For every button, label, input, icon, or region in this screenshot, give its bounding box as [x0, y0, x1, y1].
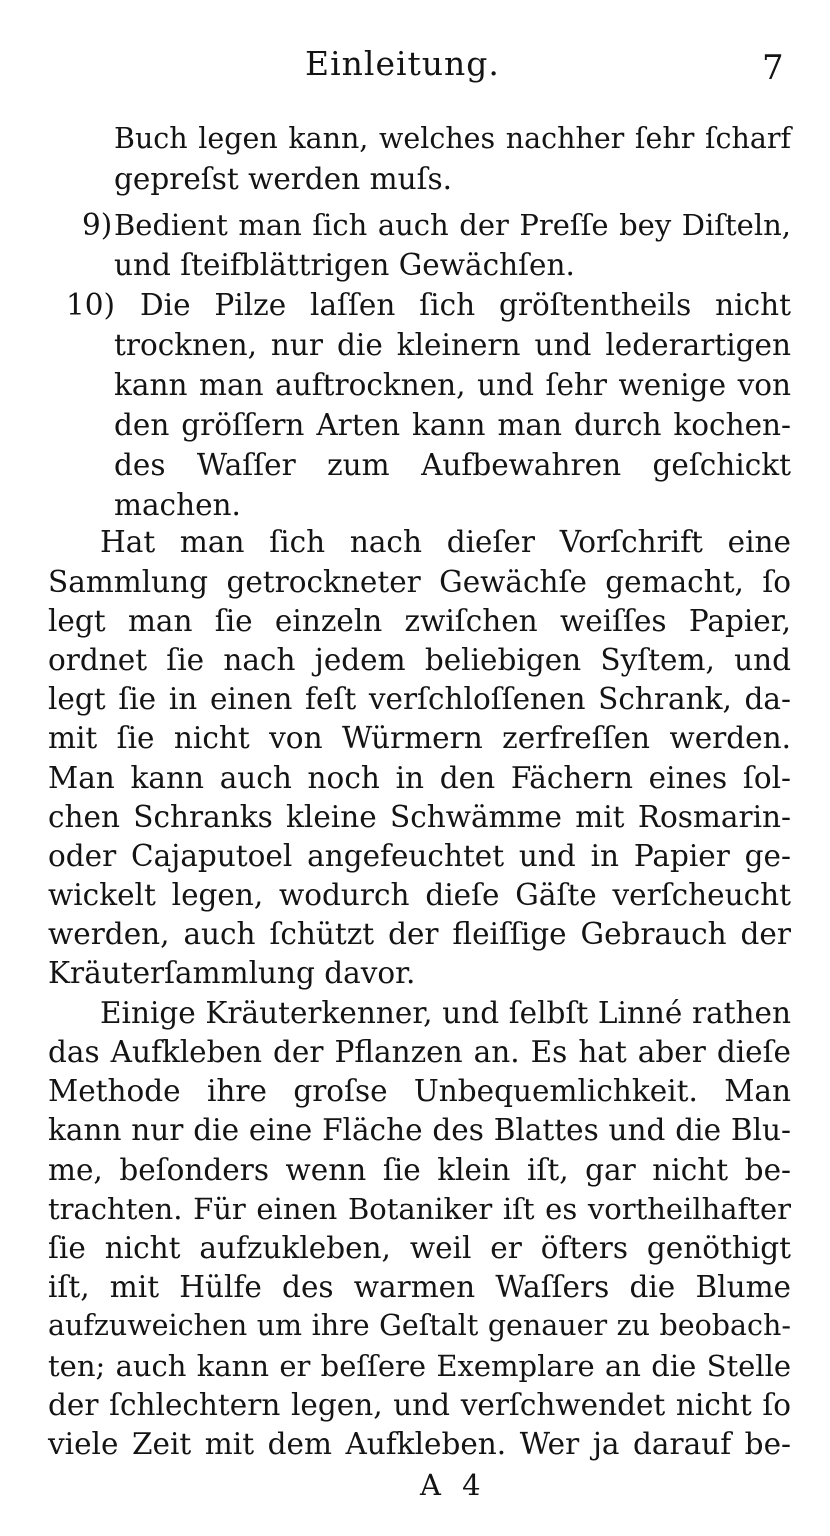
paragraph-line: der ſchlechtern legen, und verſchwendet nicht ſo	[48, 1388, 791, 1422]
running-head	[0, 44, 830, 88]
paragraph-line: das Aufkleben der Pflanzen an. Es hat aber dieſe	[48, 1035, 791, 1069]
paragraph-line: oder Cajaputoel angefeuchtet und in Papier ge-	[48, 839, 791, 873]
paragraph-line: mit ſie nicht von Würmern zerfreſſen werden.	[48, 721, 791, 755]
list-item-line: kann man auftrocknen, und ſehr wenige von	[114, 368, 791, 402]
list-item-line: Bedient man ſich auch der Preſſe bey Diſteln,	[114, 208, 791, 242]
paragraph-line: werden, auch ſchützt der fleiſſige Gebrauch der	[48, 917, 791, 951]
paragraph-line: chen Schranks kleine Schwämme mit Rosmarin-	[48, 800, 791, 834]
text-line: Buch legen kann, welches nachher ſehr ſcharf	[114, 122, 791, 155]
paragraph-line: me, beſonders wenn ſie klein iſt, gar nicht be-	[48, 1153, 791, 1187]
paragraph-line: legt man ſie einzeln zwiſchen weiſſes Papier,	[48, 604, 791, 638]
list-item-number: 10)	[66, 288, 116, 322]
paragraph-line: kann nur die eine Fläche des Blattes und die Blu-	[48, 1113, 791, 1147]
paragraph-line: ſie nicht aufzukleben, weil er öfters genöthigt	[48, 1231, 791, 1265]
paragraph-line: iſt, mit Hülfe des warmen Waſſers die Blume	[48, 1270, 791, 1304]
paragraph-line: viele Zeit mit dem Aufkleben. Wer ja darauf be-	[48, 1427, 791, 1461]
list-item-line: Die Pilze laſſen ſich gröſtentheils nicht	[140, 288, 791, 322]
paragraph-line: ten; auch kann er beſſere Exemplare an die Stelle	[48, 1349, 791, 1383]
signature-mark: A 4	[420, 1468, 487, 1502]
list-item-line: trocknen, nur die kleinern und lederartigen	[114, 328, 791, 362]
list-item-line: des Waſſer zum Aufbewahren geſchickt	[114, 448, 791, 482]
list-item-line: machen.	[114, 488, 241, 522]
text-line: gepreſst werden muſs.	[114, 162, 453, 196]
paragraph-line: wickelt legen, wodurch dieſe Gäſte verſcheucht	[48, 878, 791, 912]
paragraph-line: legt ſie in einen feſt verſchloſſenen Schrank, da-	[48, 682, 791, 716]
paragraph-line: trachten. Für einen Botaniker iſt es vortheilhafter	[48, 1192, 791, 1226]
paragraph-line: Hat man ſich nach dieſer Vorſchrift eine	[100, 525, 791, 559]
running-head-title: Einleitung.	[305, 44, 500, 83]
paragraph-line: Kräuterſammlung davor.	[48, 956, 416, 990]
paragraph-line: aufzuweichen um ihre Geſtalt genauer zu beobach-	[48, 1309, 791, 1342]
list-item-line: den gröſſern Arten kann man durch kochen-	[114, 408, 791, 442]
paragraph-line: Methode ihre groſse Unbequemlichkeit. Man	[48, 1074, 791, 1108]
paragraph-line: Einige Kräuterkenner, und ſelbſt Linné rathen	[100, 996, 791, 1030]
page-number: 7	[762, 48, 784, 88]
list-item-line: und ſteifblättrigen Gewächſen.	[114, 248, 575, 282]
list-item-number: 9)	[82, 208, 113, 242]
paragraph-line: Sammlung getrockneter Gewächſe gemacht, ſo	[48, 565, 791, 599]
paragraph-line: Man kann auch noch in den Fächern eines ſol-	[48, 761, 791, 795]
paragraph-line: ordnet ſie nach jedem beliebigen Syſtem, und	[48, 643, 791, 677]
